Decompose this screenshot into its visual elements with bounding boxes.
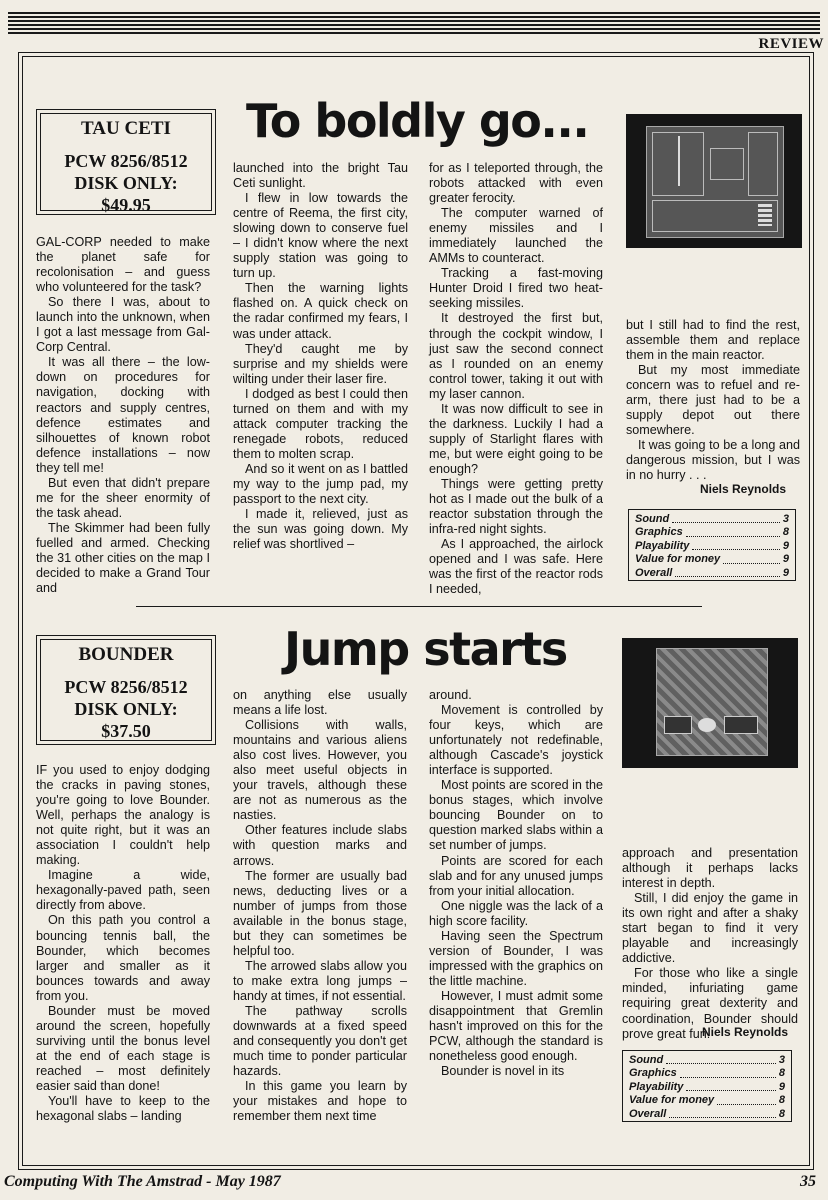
footer-publication: Computing With The Amstrad - May 1987 bbox=[4, 1173, 281, 1190]
game-title: BOUNDER bbox=[78, 644, 174, 665]
paragraph: Things were getting pretty hot as I made out the bulk of a reactor substation through the infra-red night sights. bbox=[429, 476, 603, 537]
paragraph: Having seen the Spectrum version of Bounder, I was impressed with the graphics on the little machine. bbox=[429, 928, 603, 988]
paragraph: approach and presentation although it perhaps lacks interest in depth. bbox=[622, 846, 798, 891]
byline: Niels Reynolds bbox=[702, 1025, 789, 1039]
tau-ceti-ratings bbox=[628, 509, 796, 581]
paragraph: Movement is controlled by four keys, which are unfortunately not redefinable, although Cascade's joystick interface is supported. bbox=[429, 703, 603, 778]
paragraph: on anything else usually means a life lost. bbox=[233, 688, 407, 718]
page-number: 35 bbox=[800, 1173, 816, 1190]
paragraph: IF you used to enjoy dodging the cracks in paving stones, you're going to love Bounder. Well, perhaps the analogy is not quite right, but it was an association I couldn't help making. bbox=[36, 763, 210, 868]
paragraph: The computer warned of enemy missiles and I immediately launched the AMMs to counteract. bbox=[429, 206, 603, 266]
byline: Niels Reynolds bbox=[700, 482, 787, 496]
paragraph: And so it went on as I battled my way to the jump pad, my passport to the next city. bbox=[233, 461, 408, 507]
paragraph: for as I teleported through, the robots attacked with even greater ferocity. bbox=[429, 161, 603, 206]
paragraph: Points are scored for each slab and for any unused jumps from your initial allocation. bbox=[429, 853, 603, 898]
paragraph: Imagine a wide, hexagonally-paved path, seen directly from above. bbox=[36, 868, 210, 913]
tau-ceti-column-2 bbox=[233, 161, 408, 552]
paragraph: I dodged as best I could then turned on them and with my attack computer tracking the renegade robots, reduced them to molten scrap. bbox=[233, 386, 408, 461]
rating-row: Sound 3 bbox=[629, 1054, 785, 1066]
platform: PCW 8256/8512 bbox=[64, 677, 188, 697]
rating-row: Overall 8 bbox=[629, 1107, 785, 1120]
bounder-column-1 bbox=[36, 763, 210, 1124]
paragraph: Tracking a fast-moving Hunter Droid I fired two heat-seeking missiles. bbox=[429, 266, 603, 311]
paragraph: Most points are scored in the bonus stages, which involve bouncing Bounder on to question marked slabs within a set number of jumps. bbox=[429, 778, 603, 853]
paragraph: But my most immediate concern was to refuel and re-arm, there just had to be a supply depot out there somewhere. bbox=[626, 363, 800, 438]
paragraph: Still, I did enjoy the game in its own right and after a shaky start began to find it very playable and increasingly addictive. bbox=[622, 891, 798, 966]
rating-row: Playability 9 bbox=[635, 539, 789, 552]
paragraph: So there I was, about to launch into the unknown, when I got a last message from Gal-Corp Central. bbox=[36, 295, 210, 355]
paragraph: You'll have to keep to the hexagonal slabs – landing bbox=[36, 1094, 210, 1124]
tau-ceti-column-1 bbox=[36, 235, 210, 596]
section-label: REVIEW bbox=[758, 36, 824, 52]
paragraph: around. bbox=[429, 688, 472, 702]
paragraph: Collisions with walls, mountains and various aliens also cost lives. However, you also meet useful objects in your travels, although these are not as numerous as the nasties. bbox=[233, 718, 407, 823]
rating-row: Sound 3 bbox=[635, 513, 789, 525]
headline-bounder: Jump starts bbox=[284, 622, 567, 676]
score-panel bbox=[664, 716, 692, 734]
tau-ceti-info-box bbox=[36, 109, 216, 215]
tau-ceti-column-4 bbox=[626, 318, 800, 484]
paragraph: On this path you control a bouncing tennis ball, the Bounder, which becomes larger and smaller as it bounces towards and away from you. bbox=[36, 913, 210, 1003]
rating-row: Playability 9 bbox=[629, 1080, 785, 1093]
bounder-ball-icon bbox=[698, 718, 716, 732]
price: $49.95 bbox=[101, 195, 151, 215]
header-stripes bbox=[8, 12, 820, 34]
game-title: TAU CETI bbox=[81, 118, 171, 139]
paragraph: Bounder must be moved around the screen, hopefully surviving until the bonus level at the end of each stage is reached – most definitely easier said than done! bbox=[36, 1003, 210, 1093]
paragraph: It was all there – the low-down on procedures for navigation, docking with reactors and supply centres, defence estimates and silhouettes of known robot defence installations – now they tell me! bbox=[36, 355, 210, 475]
paragraph: The former are usually bad news, deducting lives or a number of jumps from those available in the bonus stage, but they can sometimes be helpful too. bbox=[233, 868, 407, 958]
bounder-column-4 bbox=[622, 846, 798, 1042]
tau-ceti-screenshot bbox=[626, 114, 802, 248]
platform: PCW 8256/8512 bbox=[64, 151, 188, 171]
paragraph: However, I must admit some disappointment that Gremlin hasn't improved on this for the PCW, although the standard is nonetheless good enough. bbox=[429, 988, 603, 1064]
headline-tau-ceti: To boldly go... bbox=[246, 94, 589, 148]
paragraph: In this game you learn by your mistakes and hope to remember them next time bbox=[233, 1079, 407, 1124]
price: $37.50 bbox=[101, 721, 151, 741]
rating-row: Value for money 9 bbox=[635, 553, 789, 566]
paragraph: As I approached, the airlock opened and I was safe. Here was the first of the reactor rods I needed, bbox=[429, 537, 603, 597]
media: DISK ONLY: bbox=[74, 173, 178, 193]
paragraph: The Skimmer had been fully fuelled and armed. Checking the 31 other cities on the map I decided to make a Grand Tour and bbox=[36, 520, 210, 596]
media: DISK ONLY: bbox=[74, 699, 178, 719]
bounder-info-box bbox=[36, 635, 216, 745]
rating-row: Overall 9 bbox=[635, 566, 789, 579]
paragraph: One niggle was the lack of a high score facility. bbox=[429, 898, 603, 928]
paragraph: I flew in low towards the centre of Reema, the first city, slowing down to conserve fuel – I didn't know where the next supply station was going to turn up. bbox=[233, 191, 408, 281]
paragraph: It was going to be a long and dangerous mission, but I was in no hurry . . . bbox=[626, 438, 800, 483]
paragraph: I made it, relieved, just as the sun was going down. My relief was shortlived – bbox=[233, 507, 408, 552]
rating-row: Graphics 8 bbox=[635, 526, 789, 539]
paragraph: For those who like a single minded, infuriating game requiring great dexterity and coordination, Bounder should prove great fun. bbox=[622, 966, 798, 1041]
paragraph: launched into the bright Tau Ceti sunlight. bbox=[233, 161, 408, 191]
bounder-screenshot bbox=[622, 638, 798, 768]
radar-display bbox=[710, 148, 744, 180]
bounder-ratings bbox=[622, 1050, 792, 1122]
rating-row: Value for money 8 bbox=[629, 1094, 785, 1107]
paragraph: But even that didn't prepare me for the sheer enormity of the task ahead. bbox=[36, 475, 210, 520]
rating-row: Graphics 8 bbox=[629, 1067, 785, 1080]
tau-ceti-column-3 bbox=[429, 161, 603, 597]
paragraph: GAL-CORP needed to make the planet safe for recolonisation – and guess who volunteered for the task? bbox=[36, 235, 210, 295]
bounder-column-3 bbox=[429, 688, 603, 1079]
paragraph: It destroyed the first but, through the cockpit window, I just saw the second connect as I rounded on an enemy control tower, taking it out with my laser cannon. bbox=[429, 311, 603, 401]
paragraph: It was now difficult to see in the darkness. Luckily I had a supply of Starlight flares with me, but were eight going to be enough? bbox=[429, 401, 603, 476]
section-divider bbox=[136, 606, 702, 607]
paragraph: but I still had to find the rest, assemble them and replace them in the main reactor. bbox=[626, 318, 800, 363]
bounder-column-2 bbox=[233, 688, 407, 1124]
paragraph: Bounder is novel in its bbox=[441, 1064, 565, 1079]
paragraph: Then the warning lights flashed on. A quick check on the radar confirmed my fears, I was under attack. bbox=[233, 281, 408, 341]
paragraph: Other features include slabs with question marks and arrows. bbox=[233, 823, 407, 868]
paragraph: The pathway scrolls downwards at a fixed speed and consequently you don't get much time to ponder particular hazards. bbox=[233, 1003, 407, 1079]
paragraph: The arrowed slabs allow you to make extra long jumps – handy at times, if not essential. bbox=[233, 958, 407, 1003]
paragraph: They'd caught me by surprise and my shields were wilting under their laser fire. bbox=[233, 341, 408, 386]
